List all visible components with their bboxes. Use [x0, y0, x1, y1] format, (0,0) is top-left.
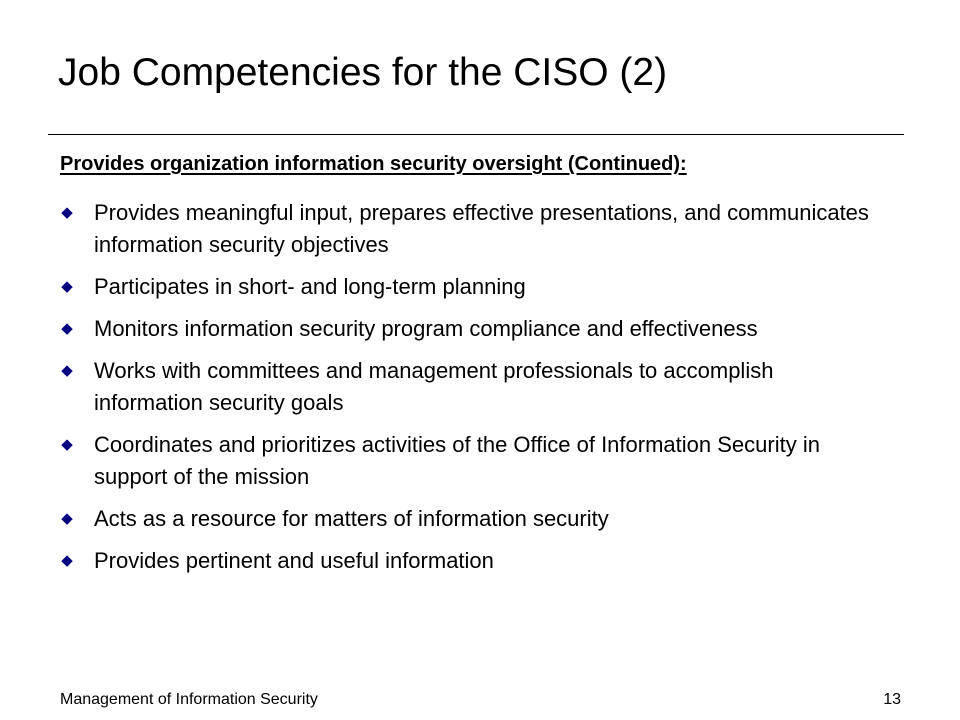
- diamond-bullet-icon: ◆: [61, 278, 73, 295]
- diamond-bullet-icon: ◆: [61, 510, 73, 527]
- slide-title: Job Competencies for the CISO (2): [58, 51, 668, 94]
- diamond-bullet-icon: ◆: [61, 362, 73, 379]
- bullet-list: [60, 197, 880, 587]
- title-divider: [48, 134, 904, 135]
- bullet-item: [60, 355, 880, 419]
- bullet-item: [60, 545, 880, 577]
- diamond-bullet-icon: ◆: [61, 552, 73, 569]
- bullet-text: Acts as a resource for matters of information security: [94, 506, 609, 531]
- bullet-text: Works with committees and management professionals to accomplish information security goals: [94, 358, 774, 415]
- bullet-text: Coordinates and prioritizes activities of the Office of Information Security in support of the mission: [94, 432, 820, 489]
- footer-course-title: Management of Information Security: [60, 691, 318, 708]
- section-subheading: Provides organization information security oversight (Continued):: [60, 153, 687, 175]
- bullet-text: Provides meaningful input, prepares effective presentations, and communicates information security objectives: [94, 200, 869, 257]
- footer-page-number: 13: [883, 691, 901, 708]
- diamond-bullet-icon: ◆: [61, 320, 73, 337]
- bullet-item: [60, 503, 880, 535]
- bullet-item: [60, 197, 880, 261]
- diamond-bullet-icon: ◆: [61, 204, 73, 221]
- diamond-bullet-icon: ◆: [61, 436, 73, 453]
- bullet-text: Monitors information security program compliance and effectiveness: [94, 316, 758, 341]
- bullet-item: [60, 429, 880, 493]
- bullet-text: Provides pertinent and useful information: [94, 548, 494, 573]
- bullet-item: [60, 271, 880, 303]
- bullet-item: [60, 313, 880, 345]
- bullet-text: Participates in short- and long-term planning: [94, 274, 526, 299]
